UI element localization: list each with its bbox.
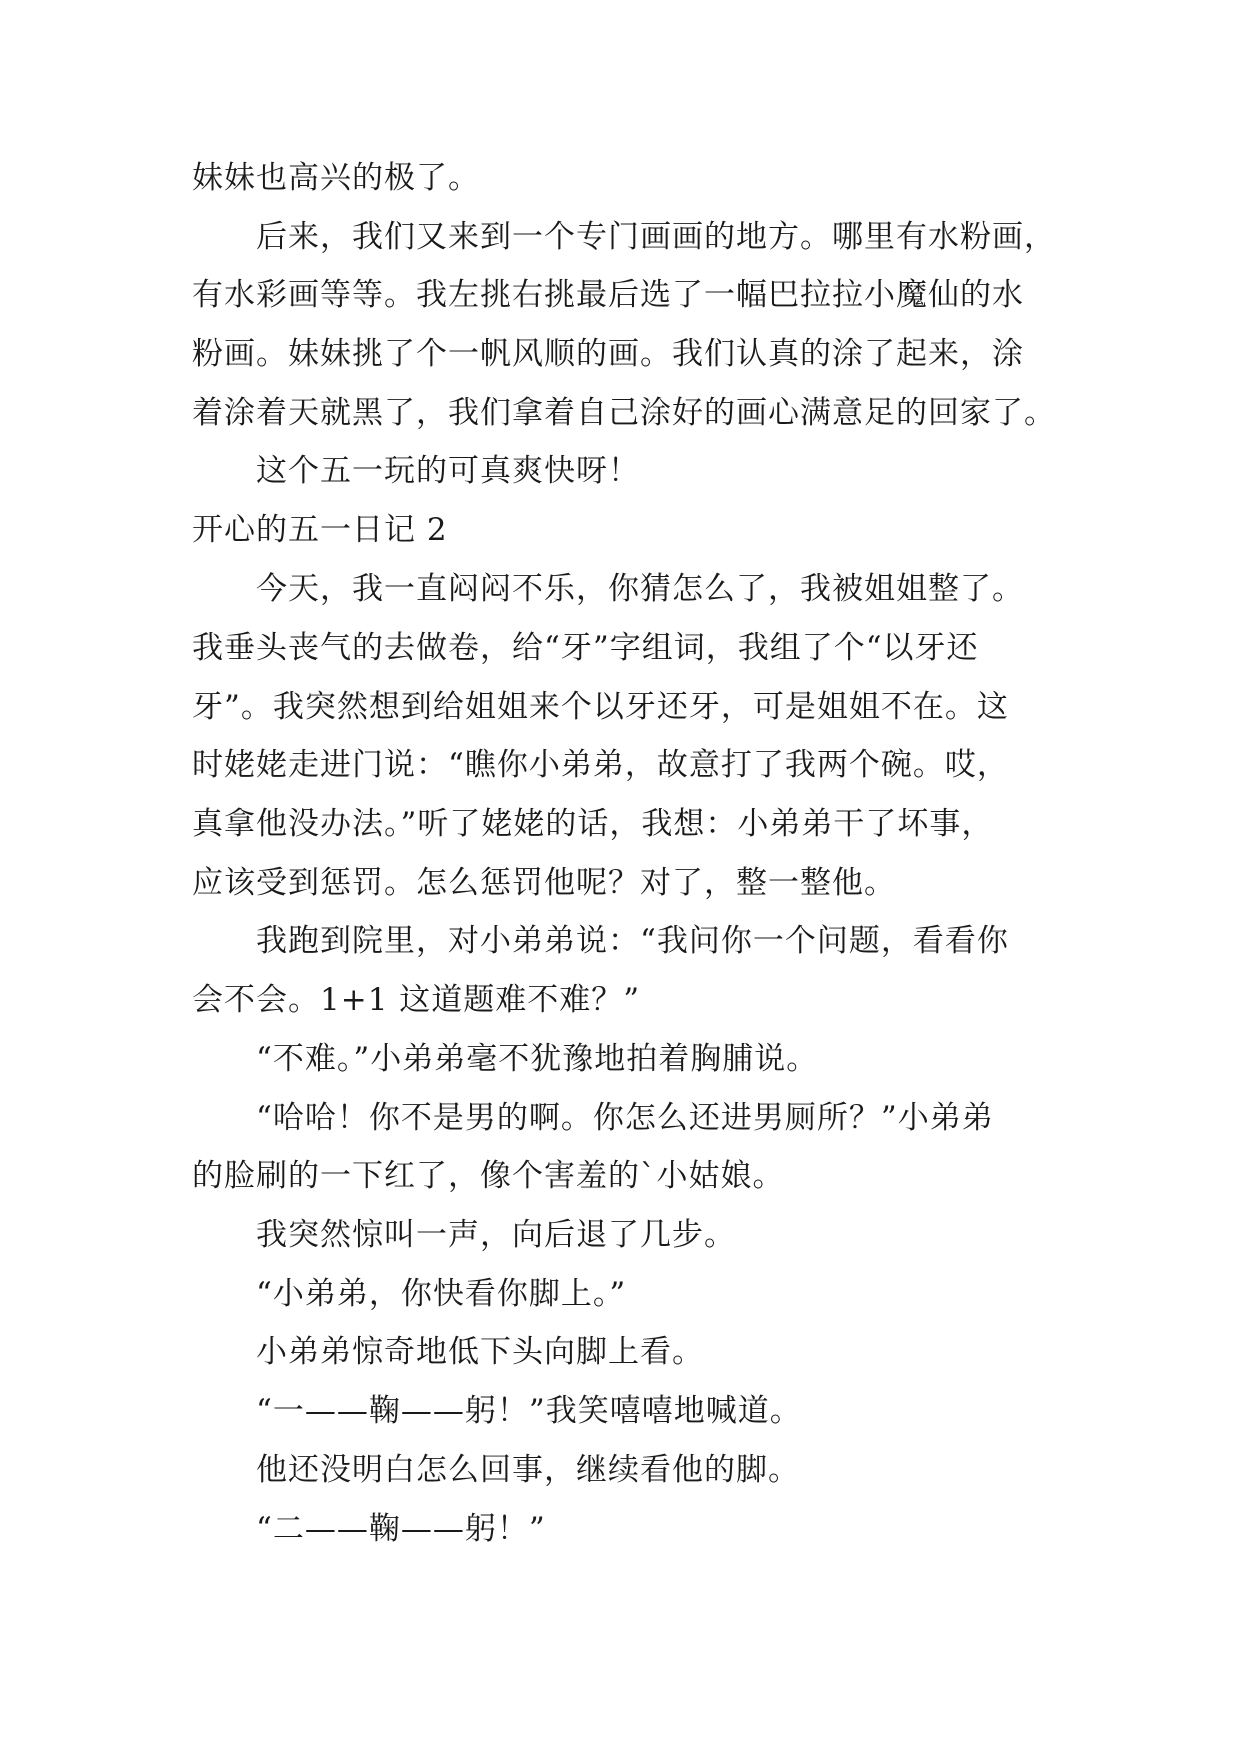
text-line: 时姥姥走进门说：“瞧你小弟弟，故意打了我两个碗。哎，: [192, 747, 1009, 783]
text-line: “二——鞠——躬！”: [256, 1511, 546, 1547]
text-line: 应该受到惩罚。怎么惩罚他呢？对了，整一整他。: [192, 865, 896, 901]
text-line: 会不会。1+1 这道题难不难？”: [192, 982, 641, 1018]
text-line: 我跑到院里，对小弟弟说：“我问你一个问题，看看你: [256, 923, 1009, 959]
text-line: “一——鞠——躬！”我笑嘻嘻地喊道。: [256, 1393, 802, 1429]
text-line: “不难。”小弟弟毫不犹豫地拍着胸脯说。: [256, 1041, 819, 1077]
text-line: 有水彩画等等。我左挑右挑最后选了一幅巴拉拉小魔仙的水: [192, 277, 1024, 313]
text-line: 我垂头丧气的去做卷，给“牙”字组词，我组了个“以牙还: [192, 630, 979, 666]
text-line: 妹妹也高兴的极了。: [192, 160, 480, 196]
text-line: 后来，我们又来到一个专门画画的地方。哪里有水粉画，: [256, 219, 1056, 255]
text-line: 粉画。妹妹挑了个一帆风顺的画。我们认真的涂了起来，涂: [192, 336, 1024, 372]
text-line: 今天，我一直闷闷不乐，你猜怎么了，我被姐姐整了。: [256, 571, 1024, 607]
text-line: “小弟弟，你快看你脚上。”: [256, 1276, 627, 1312]
text-line: “哈哈！你不是男的啊。你怎么还进男厕所？”小弟弟: [256, 1100, 994, 1136]
text-line: 真拿他没办法。”听了姥姥的话，我想：小弟弟干了坏事，: [192, 806, 994, 842]
text-line: 的脸刷的一下红了，像个害羞的`小姑娘。: [192, 1158, 785, 1194]
text-line: 着涂着天就黑了，我们拿着自己涂好的画心满意足的回家了。: [192, 395, 1056, 431]
text-line: 这个五一玩的可真爽快呀！: [256, 453, 640, 489]
section-heading: 开心的五一日记 2: [192, 512, 448, 548]
text-line: 他还没明白怎么回事，继续看他的脚。: [256, 1452, 800, 1488]
text-line: 牙”。我突然想到给姐姐来个以牙还牙，可是姐姐不在。这: [192, 689, 1009, 725]
text-line: 我突然惊叫一声，向后退了几步。: [256, 1217, 736, 1253]
text-line: 小弟弟惊奇地低下头向脚上看。: [256, 1334, 704, 1370]
